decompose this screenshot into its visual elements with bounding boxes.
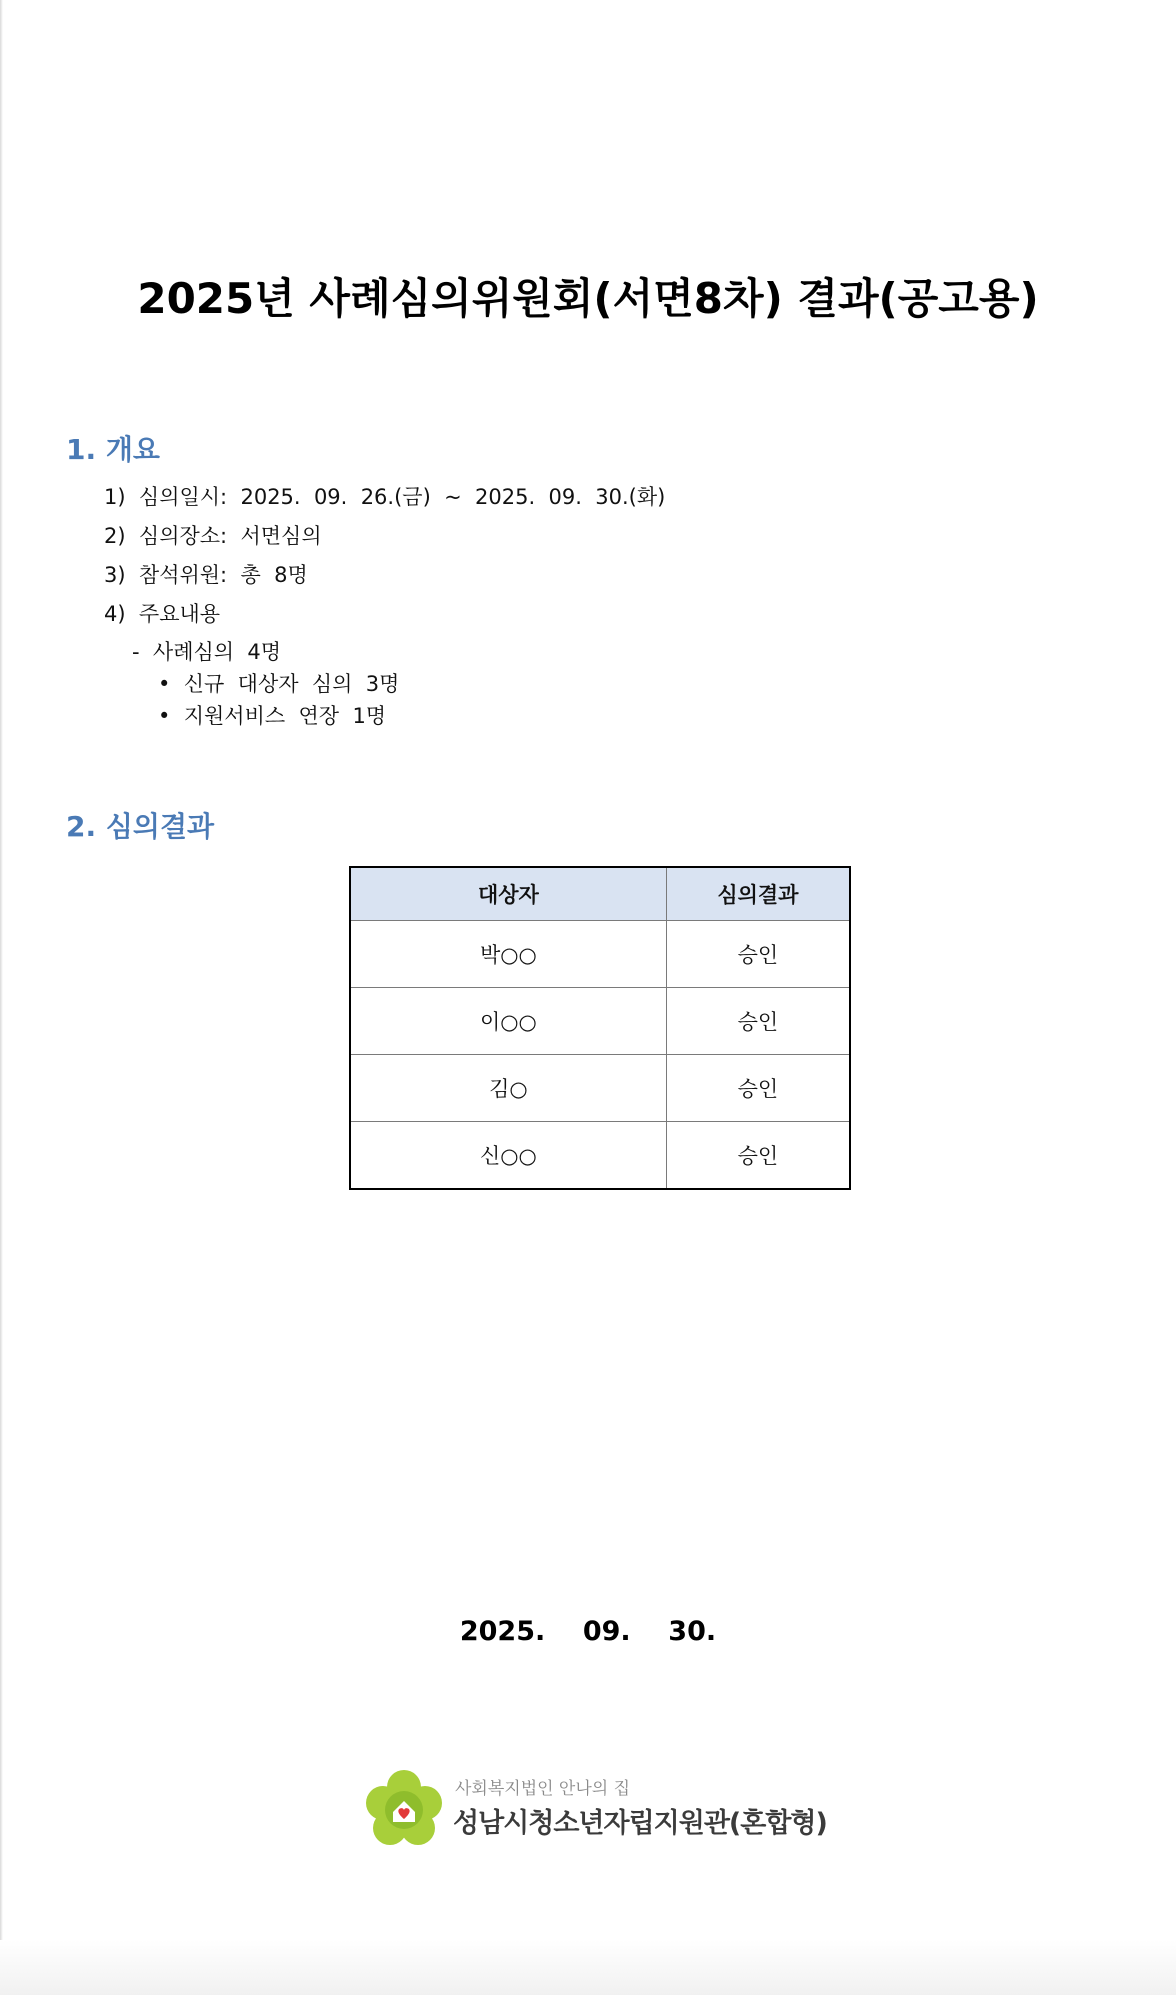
result-cell: 승인 [666,988,850,1055]
overview-sub-item: - 사례심의 4명 [132,640,282,664]
subject-cell: 박○○ [350,921,666,988]
result-cell: 승인 [666,1122,850,1190]
subject-cell: 신○○ [350,1122,666,1190]
subject-cell: 김○ [350,1055,666,1122]
column-header-result: 심의결과 [666,867,850,921]
result-cell: 승인 [666,1055,850,1122]
table-row [350,921,850,988]
document-date: 2025. 09. 30. [459,1616,717,1647]
overview-list [104,478,665,634]
overview-item-date: 1) 심의일시: 2025. 09. 26.(금) ~ 2025. 09. 30.(화) [104,485,666,509]
bullet-item-extension: • 지원서비스 연장 1명 [158,704,387,728]
table-row [350,1055,850,1122]
table-header-row [350,867,850,921]
flower-heart-icon [362,1768,446,1848]
subject-cell: 이○○ [350,988,666,1055]
organization-subtitle: 사회복지법인 안나의 집 [455,1779,631,1799]
result-heading: 2. 심의결과 [66,810,215,843]
bullet-item-new-review: • 신규 대상자 심의 3명 [158,672,400,696]
overview-item-content: 4) 주요내용 [104,602,221,626]
result-table [349,866,851,1190]
result-cell: 승인 [666,921,850,988]
overview-item-members: 3) 참석위원: 총 8명 [104,563,308,587]
column-header-subject: 대상자 [350,867,666,921]
page-bottom-edge [0,1940,1176,1995]
document-title: 2025년 사례심의위원회(서면8차) 결과(공고용) [137,274,1039,323]
organization-logo [362,1768,832,1848]
table-row [350,1122,850,1190]
overview-item-place: 2) 심의장소: 서면심의 [104,524,322,548]
overview-bullet-list [158,668,399,732]
overview-heading: 1. 개요 [66,433,160,466]
table-row [350,988,850,1055]
organization-name: 성남시청소년자립지원관(혼합형) [453,1808,827,1839]
